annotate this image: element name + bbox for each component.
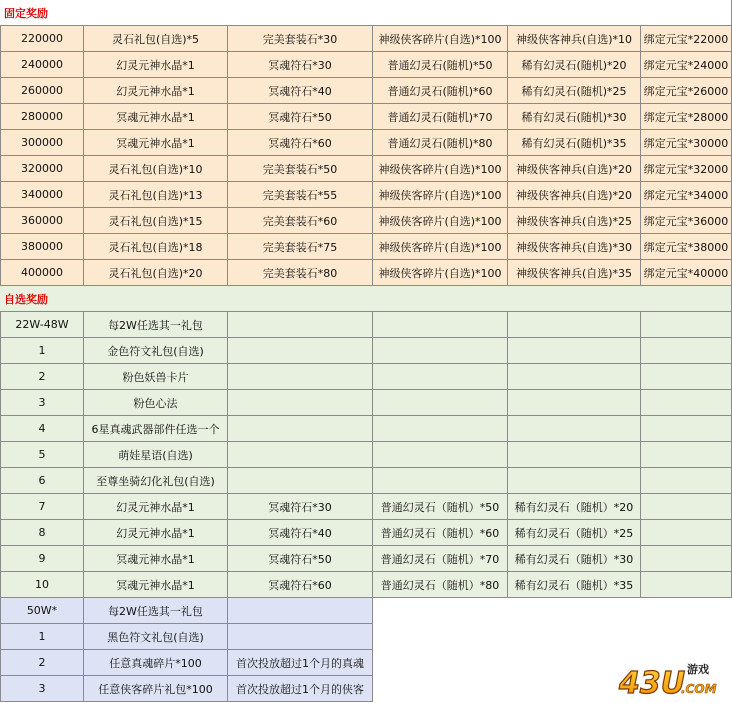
reward-cell: 稀有幻灵石(随机)*30	[508, 104, 641, 130]
option-number-cell: 50W*	[0, 598, 84, 624]
reward-cell: 幻灵元神水晶*1	[84, 520, 228, 546]
reward-cell: 完美套装石*55	[228, 182, 373, 208]
optional-reward-row	[0, 520, 732, 546]
reward-cell	[641, 546, 732, 572]
empty-cell	[641, 416, 732, 442]
empty-cell	[641, 338, 732, 364]
reward-cell: 普通幻灵石（随机）*80	[373, 572, 508, 598]
empty-cell	[508, 338, 641, 364]
threshold-cell: 300000	[0, 130, 84, 156]
option-number-cell: 3	[0, 676, 84, 702]
option-number-cell: 5	[0, 442, 84, 468]
reward-cell: 每2W任选其一礼包	[84, 598, 228, 624]
site-logo	[617, 659, 729, 699]
empty-cell	[228, 338, 373, 364]
reward-cell: 神级侠客神兵(自选)*30	[508, 234, 641, 260]
reward-cell: 完美套装石*30	[228, 26, 373, 52]
reward-cell	[641, 494, 732, 520]
reward-cell: 稀有幻灵石（随机）*20	[508, 494, 641, 520]
empty-cell	[228, 364, 373, 390]
optional-reward-row	[0, 468, 732, 494]
reward-cell: 绑定元宝*28000	[641, 104, 732, 130]
fixed-reward-row	[0, 130, 732, 156]
reward-cell: 稀有幻灵石(随机)*35	[508, 130, 641, 156]
empty-cell	[373, 338, 508, 364]
reward-cell: 神级侠客碎片(自选)*100	[373, 260, 508, 286]
option-label-cell: 萌娃星语(自选)	[84, 442, 228, 468]
option-number-cell: 10	[0, 572, 84, 598]
option-label-cell: 至尊坐骑幻化礼包(自选)	[84, 468, 228, 494]
reward-cell: 普通幻灵石（随机）*50	[373, 494, 508, 520]
empty-cell	[228, 390, 373, 416]
empty-cell	[373, 468, 508, 494]
option-number-cell: 1	[0, 624, 84, 650]
reward-cell: 灵石礼包(自选)*20	[84, 260, 228, 286]
optional-rewards-header: 自选奖励	[0, 286, 732, 312]
empty-cell	[373, 442, 508, 468]
reward-cell: 完美套装石*80	[228, 260, 373, 286]
empty-cell	[508, 416, 641, 442]
reward-cell: 灵石礼包(自选)*18	[84, 234, 228, 260]
option-label-cell: 每2W任选其一礼包	[84, 312, 228, 338]
reward-cell: 幻灵元神水晶*1	[84, 52, 228, 78]
reward-cell: 完美套装石*60	[228, 208, 373, 234]
reward-cell: 冥魂符石*50	[228, 546, 373, 572]
empty-cell	[641, 364, 732, 390]
reward-cell: 绑定元宝*38000	[641, 234, 732, 260]
reward-cell: 神级侠客神兵(自选)*20	[508, 182, 641, 208]
logo-tag-text: 游戏	[687, 663, 709, 676]
tier50-row	[0, 598, 732, 624]
reward-cell: 灵石礼包(自选)*10	[84, 156, 228, 182]
optional-reward-row	[0, 494, 732, 520]
option-number-cell: 4	[0, 416, 84, 442]
reward-cell: 绑定元宝*22000	[641, 26, 732, 52]
empty-cell	[641, 390, 732, 416]
empty-cell	[228, 468, 373, 494]
threshold-cell: 360000	[0, 208, 84, 234]
option-label-cell: 金色符文礼包(自选)	[84, 338, 228, 364]
reward-cell: 灵石礼包(自选)*5	[84, 26, 228, 52]
option-number-cell: 1	[0, 338, 84, 364]
reward-cell: 冥魂符石*30	[228, 494, 373, 520]
reward-cell: 冥魂符石*40	[228, 78, 373, 104]
empty-cell	[641, 468, 732, 494]
optional-reward-row	[0, 338, 732, 364]
option-label-cell: 粉色妖兽卡片	[84, 364, 228, 390]
reward-cell: 任意侠客碎片礼包*100	[84, 676, 228, 702]
option-number-cell: 2	[0, 650, 84, 676]
reward-cell: 任意真魂碎片*100	[84, 650, 228, 676]
empty-cell	[373, 312, 508, 338]
reward-cell: 冥魂元神水晶*1	[84, 130, 228, 156]
option-label-cell: 粉色心法	[84, 390, 228, 416]
reward-cell: 黑色符文礼包(自选)	[84, 624, 228, 650]
reward-cell: 普通幻灵石(随机)*70	[373, 104, 508, 130]
optional-reward-row	[0, 390, 732, 416]
threshold-cell: 340000	[0, 182, 84, 208]
reward-cell: 幻灵元神水晶*1	[84, 494, 228, 520]
empty-cell	[228, 442, 373, 468]
reward-cell: 神级侠客神兵(自选)*35	[508, 260, 641, 286]
reward-cell: 神级侠客神兵(自选)*25	[508, 208, 641, 234]
reward-cell: 稀有幻灵石（随机）*35	[508, 572, 641, 598]
reward-cell: 灵石礼包(自选)*15	[84, 208, 228, 234]
optional-reward-row	[0, 364, 732, 390]
reward-cell: 神级侠客神兵(自选)*20	[508, 156, 641, 182]
empty-cell	[228, 416, 373, 442]
option-number-cell: 9	[0, 546, 84, 572]
fixed-reward-row	[0, 52, 732, 78]
reward-cell: 绑定元宝*36000	[641, 208, 732, 234]
reward-cell: 普通幻灵石(随机)*80	[373, 130, 508, 156]
reward-cell: 稀有幻灵石(随机)*20	[508, 52, 641, 78]
reward-cell: 绑定元宝*32000	[641, 156, 732, 182]
tier50-row	[0, 624, 732, 650]
empty-cell	[508, 442, 641, 468]
optional-reward-row	[0, 442, 732, 468]
reward-cell: 首次投放超过1个月的真魂	[228, 650, 373, 676]
option-number-cell: 7	[0, 494, 84, 520]
fixed-reward-row	[0, 208, 732, 234]
reward-cell: 普通幻灵石（随机）*70	[373, 546, 508, 572]
reward-cell: 冥魂元神水晶*1	[84, 104, 228, 130]
reward-cell: 神级侠客碎片(自选)*100	[373, 182, 508, 208]
threshold-cell: 280000	[0, 104, 84, 130]
fixed-reward-row	[0, 78, 732, 104]
reward-cell	[228, 624, 373, 650]
reward-cell: 普通幻灵石(随机)*50	[373, 52, 508, 78]
reward-cell: 神级侠客碎片(自选)*100	[373, 234, 508, 260]
fixed-reward-row	[0, 26, 732, 52]
option-number-cell: 6	[0, 468, 84, 494]
reward-cell: 普通幻灵石（随机）*60	[373, 520, 508, 546]
empty-cell	[641, 312, 732, 338]
optional-reward-row	[0, 546, 732, 572]
empty-cell	[373, 364, 508, 390]
threshold-cell: 260000	[0, 78, 84, 104]
reward-cell: 首次投放超过1个月的侠客	[228, 676, 373, 702]
reward-cell: 神级侠客神兵(自选)*10	[508, 26, 641, 52]
reward-cell: 稀有幻灵石(随机)*25	[508, 78, 641, 104]
fixed-reward-row	[0, 260, 732, 286]
empty-cell	[228, 312, 373, 338]
reward-cell: 冥魂元神水晶*1	[84, 546, 228, 572]
reward-cell: 冥魂符石*50	[228, 104, 373, 130]
logo-main-text: 43U	[619, 666, 686, 699]
fixed-reward-row	[0, 234, 732, 260]
reward-cell: 冥魂符石*30	[228, 52, 373, 78]
threshold-cell: 220000	[0, 26, 84, 52]
threshold-cell: 240000	[0, 52, 84, 78]
reward-cell: 稀有幻灵石（随机）*25	[508, 520, 641, 546]
reward-cell	[641, 572, 732, 598]
threshold-cell: 400000	[0, 260, 84, 286]
reward-cell: 幻灵元神水晶*1	[84, 78, 228, 104]
optional-reward-row	[0, 416, 732, 442]
reward-cell: 冥魂符石*60	[228, 130, 373, 156]
option-label-cell: 6星真魂武器部件任选一个	[84, 416, 228, 442]
empty-cell	[373, 416, 508, 442]
reward-cell: 完美套装石*50	[228, 156, 373, 182]
fixed-reward-row	[0, 156, 732, 182]
reward-cell: 神级侠客碎片(自选)*100	[373, 156, 508, 182]
reward-cell	[641, 520, 732, 546]
empty-cell	[508, 468, 641, 494]
option-number-cell: 8	[0, 520, 84, 546]
reward-cell: 冥魂元神水晶*1	[84, 572, 228, 598]
reward-cell: 绑定元宝*26000	[641, 78, 732, 104]
reward-cell: 完美套装石*75	[228, 234, 373, 260]
reward-cell: 灵石礼包(自选)*13	[84, 182, 228, 208]
optional-reward-row	[0, 312, 732, 338]
reward-cell: 绑定元宝*40000	[641, 260, 732, 286]
threshold-cell: 380000	[0, 234, 84, 260]
empty-cell	[508, 390, 641, 416]
reward-cell: 绑定元宝*24000	[641, 52, 732, 78]
empty-cell	[373, 390, 508, 416]
reward-cell: 普通幻灵石(随机)*60	[373, 78, 508, 104]
optional-reward-row	[0, 572, 732, 598]
reward-cell	[228, 598, 373, 624]
option-number-cell: 22W-48W	[0, 312, 84, 338]
fixed-reward-row	[0, 182, 732, 208]
threshold-cell: 320000	[0, 156, 84, 182]
option-number-cell: 3	[0, 390, 84, 416]
empty-cell	[508, 312, 641, 338]
reward-cell: 神级侠客碎片(自选)*100	[373, 26, 508, 52]
reward-cell: 冥魂符石*60	[228, 572, 373, 598]
option-number-cell: 2	[0, 364, 84, 390]
logo-graphic	[617, 659, 729, 699]
fixed-reward-row	[0, 104, 732, 130]
fixed-rewards-header: 固定奖励	[0, 0, 732, 26]
reward-cell: 稀有幻灵石（随机）*30	[508, 546, 641, 572]
logo-domain-text: .COM	[681, 682, 717, 696]
empty-cell	[508, 364, 641, 390]
reward-cell: 绑定元宝*34000	[641, 182, 732, 208]
empty-cell	[641, 442, 732, 468]
reward-cell: 绑定元宝*30000	[641, 130, 732, 156]
reward-cell: 神级侠客碎片(自选)*100	[373, 208, 508, 234]
reward-cell: 冥魂符石*40	[228, 520, 373, 546]
